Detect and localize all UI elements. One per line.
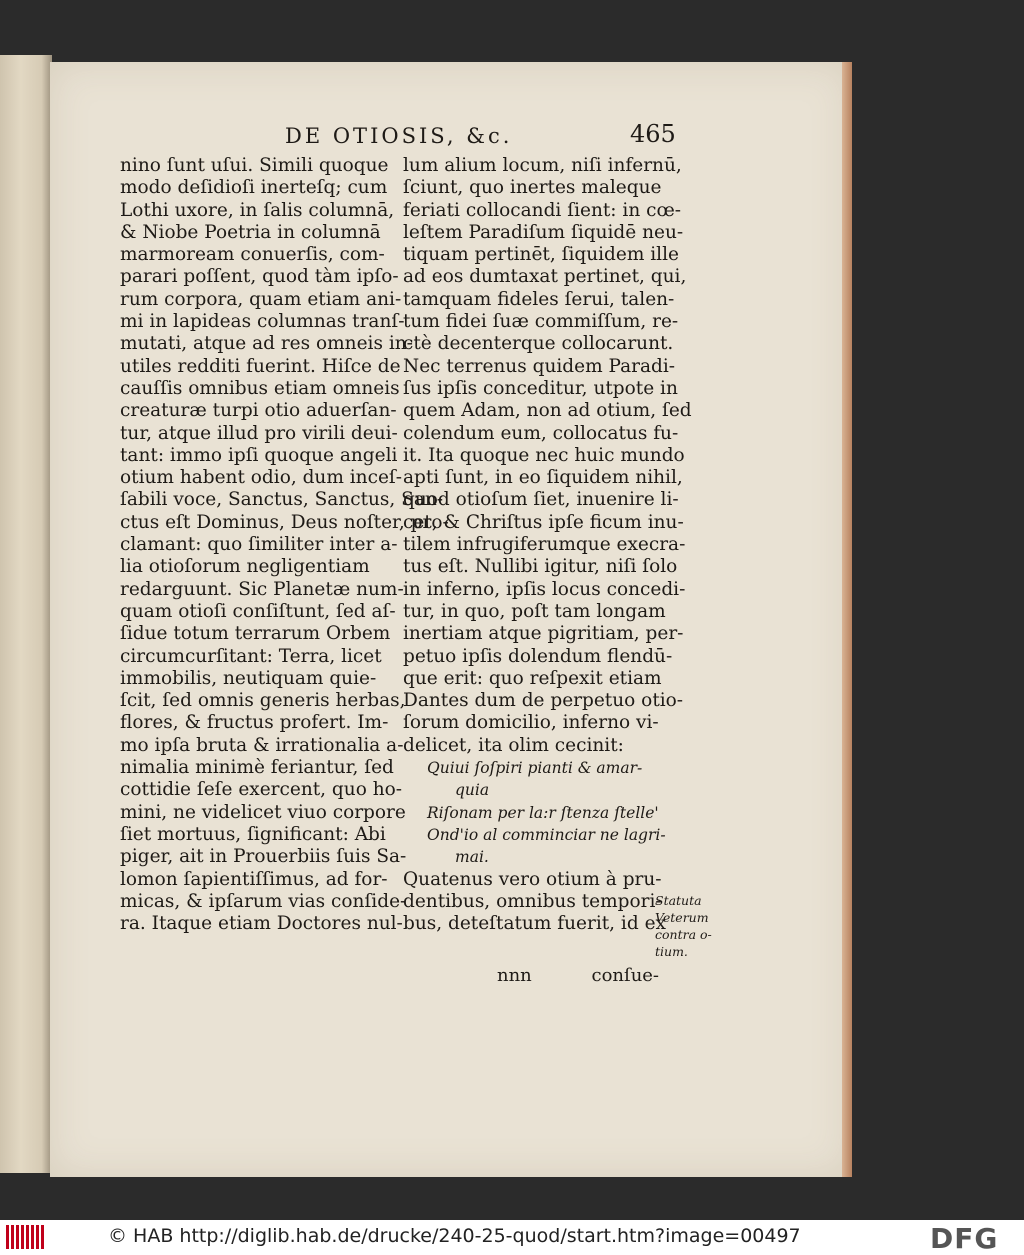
- verse-line: mai.: [455, 848, 489, 867]
- left-text-column: [120, 155, 449, 935]
- text-line: feriati collocandi ſient: in cœ-: [403, 199, 682, 221]
- text-line: cet, & Chriſtus ipſe ficum inu-: [403, 511, 684, 533]
- text-line: ſcit, ſed omnis generis herbas,: [120, 690, 406, 712]
- previous-page-edge: [0, 55, 52, 1173]
- text-line: tilem infrugiferumque execra-: [403, 534, 686, 556]
- text-line: Lothi uxore, in ſalis columnā,: [120, 199, 395, 221]
- copyright-link[interactable]: © HAB http://diglib.hab.de/drucke/240-25-quod/start.htm?image=00497: [108, 1225, 801, 1247]
- text-line: redarguunt. Sic Planetæ num-: [120, 578, 404, 600]
- text-line: piger, ait in Prouerbiis ſuis Sa-: [120, 846, 407, 868]
- text-line: tum fidei ſuæ commiſſum, re-: [403, 311, 679, 333]
- text-line: nimalia minimè feriantur, ſed: [120, 757, 394, 779]
- text-line: ad eos dumtaxat pertinet, qui,: [403, 266, 687, 288]
- text-line: micas, & ipſarum vias conſide-: [120, 890, 407, 912]
- text-line: ſabili voce, Sanctus, Sanctus, San-: [120, 489, 444, 511]
- text-line: quod otioſum ſiet, inuenire li-: [403, 489, 679, 511]
- hab-barcode-logo-icon[interactable]: [6, 1225, 44, 1249]
- text-line: flores, & fructus profert. Im-: [120, 712, 389, 734]
- text-line: & Niobe Poetria in columnā: [120, 221, 381, 243]
- verse-line: Quiui ſoſpiri pianti & amar-: [427, 759, 643, 778]
- text-line: inertiam atque pigritiam, per-: [403, 623, 684, 645]
- viewer-footer: [0, 1220, 1024, 1255]
- text-line: circumcurſitant: Terra, licet: [120, 645, 382, 667]
- running-head: [285, 120, 685, 156]
- catchword: conſue-: [591, 965, 660, 986]
- marginal-note-line: tium.: [655, 944, 688, 959]
- text-line: petuo ipſis dolendum flendū-: [403, 645, 673, 667]
- marginal-note-line: Statuta: [655, 893, 702, 908]
- text-line: ſidue totum terrarum Orbem: [120, 623, 391, 645]
- page-number: 465: [630, 120, 676, 148]
- text-line: in inferno, ipſis locus concedi-: [403, 578, 686, 600]
- dfg-logo-icon[interactable]: DFG: [930, 1222, 999, 1255]
- verse-line: quia: [455, 781, 490, 800]
- text-line: tur, atque illud pro virili deui-: [120, 422, 398, 444]
- text-line: lia otioſorum negligentiam: [120, 556, 370, 578]
- running-title: DE OTIOSIS, &c.: [285, 124, 513, 148]
- text-line: marmoream conuerſis, com-: [120, 244, 385, 266]
- text-line: ſorum domicilio, inferno vi-: [403, 712, 659, 734]
- marginal-note-line: contra o-: [655, 927, 712, 942]
- text-line: mutati, atque ad res omneis in-: [120, 333, 413, 355]
- text-line: creaturæ turpi otio aduerſan-: [120, 400, 397, 422]
- text-line: Nec terrenus quidem Paradi-: [403, 355, 676, 377]
- text-line: nino ſunt uſui. Simili quoque: [120, 155, 389, 176]
- text-line: immobilis, neutiquam quie-: [120, 667, 377, 689]
- text-line: quem Adam, non ad otium, ſed: [403, 400, 692, 422]
- text-line: rum corpora, quam etiam ani-: [120, 288, 402, 310]
- text-line: ctus eſt Dominus, Deus noſter, pro-: [120, 511, 449, 533]
- marginal-note: [655, 892, 745, 960]
- page-fore-edge: [842, 62, 852, 1177]
- text-line: colendum eum, collocatus fu-: [403, 422, 679, 444]
- text-line: mi in lapideas columnas tranſ-: [120, 311, 405, 333]
- verse-line: Ond'io al comminciar ne lagri-: [427, 825, 666, 844]
- text-line: otium habent odio, dum inceſ-: [120, 467, 403, 489]
- text-line: dentibus, omnibus tempori-: [403, 890, 662, 912]
- text-line: bus, deteſtatum fuerit, id ex: [403, 913, 666, 935]
- text-line: ſiet mortuus, ſignificant: Abi: [120, 823, 386, 845]
- text-line: Dantes dum de perpetuo otio-: [403, 690, 684, 712]
- text-line: it. Ita quoque nec huic mundo: [403, 444, 685, 466]
- text-line: delicet, ita olim cecinit:: [403, 734, 624, 756]
- text-line: utiles redditi fuerint. Hiſce de: [120, 355, 401, 377]
- text-line: mo ipſa bruta & irrationalia a-: [120, 734, 404, 756]
- text-line: ctè decenterque collocarunt.: [403, 333, 674, 355]
- signature-mark: nnn: [497, 965, 532, 986]
- text-line: cauſſis omnibus etiam omneis: [120, 377, 400, 399]
- text-line: lum alium locum, niſi infernū,: [403, 155, 682, 176]
- verse-line: Riſonam per la:r ſtenza ſtelle': [427, 803, 659, 822]
- text-line: tus eſt. Nullibi igitur, niſi ſolo: [403, 556, 678, 578]
- text-line: tiquam pertinēt, ſiquidem ille: [403, 244, 679, 266]
- text-line: quam otioſi conſiſtunt, ſed aſ-: [120, 600, 396, 622]
- text-line: clamant: quo ſimiliter inter a-: [120, 534, 398, 556]
- text-line: modo deſidioſi inerteſq; cum: [120, 177, 388, 199]
- text-line: tant: immo ipſi quoque angeli: [120, 444, 398, 466]
- text-line: ſciunt, quo inertes maleque: [403, 177, 662, 199]
- text-line: cottidie ſeſe exercent, quo ho-: [120, 779, 403, 801]
- text-line: que erit: quo reſpexit etiam: [403, 667, 662, 689]
- catchword-line: [497, 965, 659, 986]
- text-line: Quatenus vero otium à pru-: [403, 868, 662, 890]
- text-line: ſus ipſis conceditur, utpote in: [403, 377, 678, 399]
- marginal-note-line: Veterum: [655, 910, 709, 925]
- text-line: lomon ſapientiſſimus, ad for-: [120, 868, 388, 890]
- text-line: tur, in quo, poſt tam longam: [403, 600, 666, 622]
- text-line: leſtem Paradiſum ſiquidē neu-: [403, 221, 684, 243]
- text-line: apti ſunt, in eo ſiquidem nihil,: [403, 467, 683, 489]
- text-line: parari poſſent, quod tàm ipſo-: [120, 266, 399, 288]
- text-line: tamquam fideles ſerui, talen-: [403, 288, 675, 310]
- text-line: ra. Itaque etiam Doctores nul-: [120, 913, 403, 935]
- text-line: mini, ne videlicet viuo corpore: [120, 801, 406, 823]
